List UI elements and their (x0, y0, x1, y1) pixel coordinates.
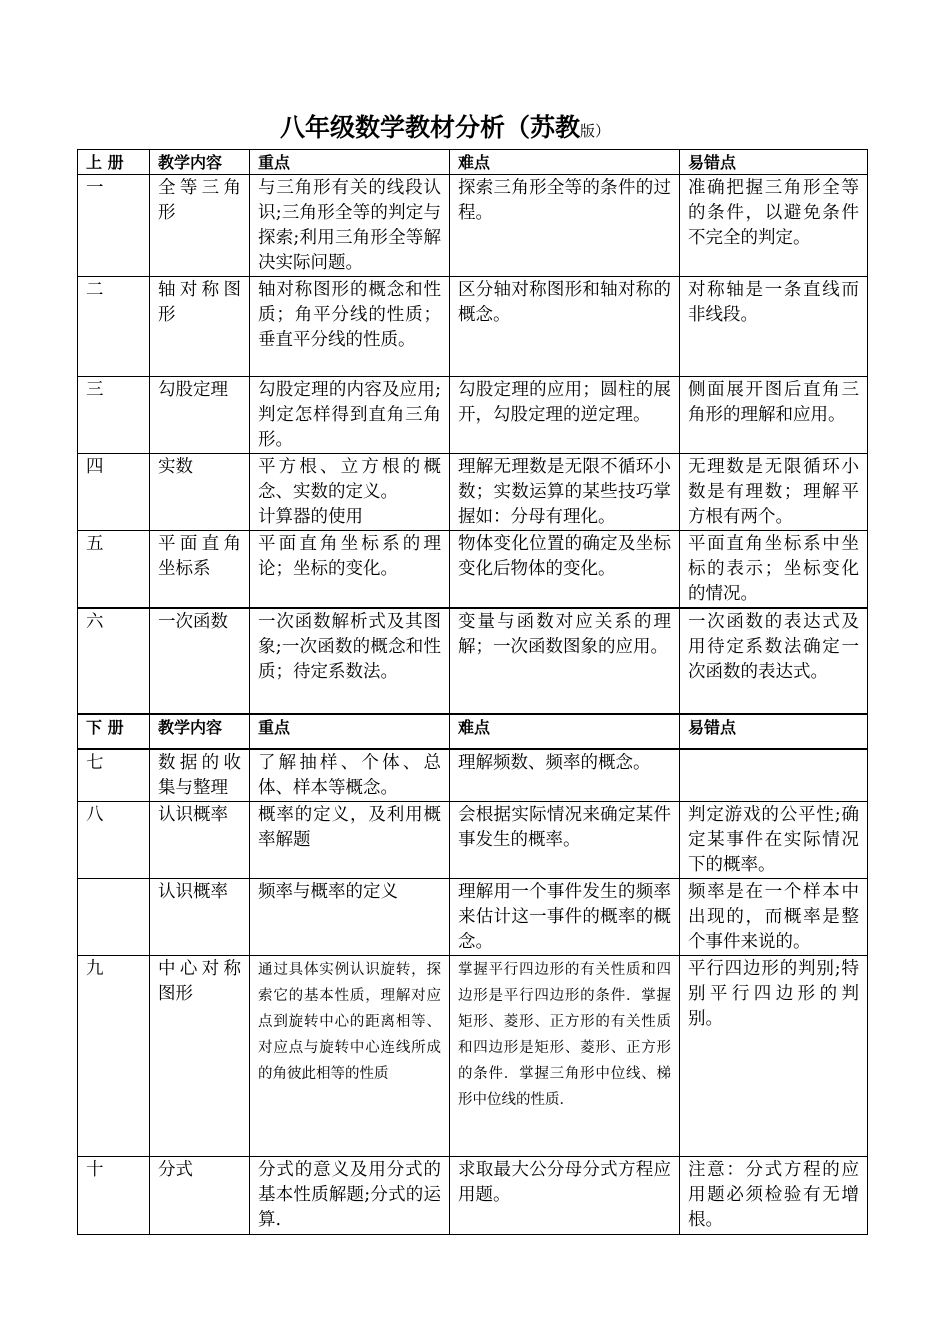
table-row (78, 608, 868, 714)
chapter-cell: 一 (78, 175, 150, 277)
title-suffix: 版） (580, 122, 611, 140)
error-cell: 平行四边形的判别;特别平行四边形的判别。 (680, 956, 868, 1157)
difficulty-cell: 理解用一个事件发生的频率来估计这一事件的概率的概念。 (450, 879, 680, 956)
header-row-upper (78, 150, 868, 175)
content-cell: 认识概率 (150, 802, 250, 879)
chapter-cell: 三 (78, 377, 150, 454)
key-cell: 勾股定理的内容及应用;判定怎样得到直角三角形。 (250, 377, 450, 454)
header-difficulty-upper: 难点 (450, 150, 680, 175)
chapter-cell (78, 879, 150, 956)
key-cell: 平面直角坐标系的理论；坐标的变化。 (250, 531, 450, 609)
table-row (78, 749, 868, 802)
content-cell: 平面直角坐标系 (150, 531, 250, 609)
content-cell: 实数 (150, 454, 250, 531)
table-row (78, 879, 868, 956)
error-cell: 判定游戏的公平性;确定某事件在实际情况下的概率。 (680, 802, 868, 879)
table-row (78, 377, 868, 454)
difficulty-cell: 探索三角形全等的条件的过程。 (450, 175, 680, 277)
header-error-upper: 易错点 (680, 150, 868, 175)
header-difficulty-lower: 难点 (450, 714, 680, 749)
difficulty-cell: 会根据实际情况来确定某件事发生的概率。 (450, 802, 680, 879)
chapter-cell: 二 (78, 277, 150, 377)
difficulty-cell: 勾股定理的应用；圆柱的展开，勾股定理的逆定理。 (450, 377, 680, 454)
content-cell: 全等三角形 (150, 175, 250, 277)
title-main: 八年级数学教材分析（苏教 (279, 113, 580, 142)
difficulty-cell: 求取最大公分母分式方程应用题。 (450, 1157, 680, 1235)
key-cell: 轴对称图形的概念和性质；角平分线的性质；垂直平分线的性质。 (250, 277, 450, 377)
content-cell: 认识概率 (150, 879, 250, 956)
header-content-lower: 教学内容 (150, 714, 250, 749)
key-cell: 频率与概率的定义 (250, 879, 450, 956)
content-cell: 一次函数 (150, 608, 250, 714)
content-cell: 轴对称图形 (150, 277, 250, 377)
chapter-cell: 四 (78, 454, 150, 531)
header-key-lower: 重点 (250, 714, 450, 749)
key-cell: 概率的定义，及利用概率解题 (250, 802, 450, 879)
key-cell: 与三角形有关的线段认识;三角形全等的判定与探索;利用三角形全等解决实际问题。 (250, 175, 450, 277)
content-cell: 中心对称图形 (150, 956, 250, 1157)
chapter-cell: 七 (78, 749, 150, 802)
header-content-upper: 教学内容 (150, 150, 250, 175)
error-cell: 无理数是无限循环小数是有理数；理解平方根有两个。 (680, 454, 868, 531)
error-cell: 注意：分式方程的应用题必须检验有无增根。 (680, 1157, 868, 1235)
key-cell: 平方根、立方根的概念、实数的定义。 计算器的使用 (250, 454, 450, 531)
error-cell: 准确把握三角形全等的条件，以避免条件不完全的判定。 (680, 175, 868, 277)
chapter-cell: 五 (78, 531, 150, 609)
page-title (0, 108, 890, 144)
analysis-table (77, 149, 868, 1235)
error-cell (680, 749, 868, 802)
chapter-cell: 九 (78, 956, 150, 1157)
difficulty-cell: 物体变化位置的确定及坐标变化后物体的变化。 (450, 531, 680, 609)
content-cell: 分式 (150, 1157, 250, 1235)
content-cell: 勾股定理 (150, 377, 250, 454)
table-row (78, 531, 868, 609)
header-volume-upper: 上 册 (78, 150, 150, 175)
table-row (78, 175, 868, 277)
chapter-cell: 八 (78, 802, 150, 879)
error-cell: 一次函数的表达式及用待定系数法确定一次函数的表达式。 (680, 608, 868, 714)
table-row (78, 802, 868, 879)
table-row (78, 1157, 868, 1235)
table-row (78, 454, 868, 531)
key-cell: 分式的意义及用分式的基本性质解题;分式的运算. (250, 1157, 450, 1235)
difficulty-cell: 理解无理数是无限不循环小数；实数运算的某些技巧掌握如：分母有理化。 (450, 454, 680, 531)
error-cell: 平面直角坐标系中坐标的表示；坐标变化的情况。 (680, 531, 868, 609)
difficulty-cell: 掌握平行四边形的有关性质和四边形是平行四边形的条件．掌握矩形、菱形、正方形的有关性质和四边形是矩形、菱形、正方形的条件．掌握三角形中位线、梯形中位线的性质． (450, 956, 680, 1157)
key-cell: 了解抽样、个体、总体、样本等概念。 (250, 749, 450, 802)
header-key-upper: 重点 (250, 150, 450, 175)
difficulty-cell: 变量与函数对应关系的理解；一次函数图象的应用。 (450, 608, 680, 714)
key-cell: 通过具体实例认识旋转，探索它的基本性质，理解对应点到旋转中心的距离相等、对应点与旋转中心连线所成的角彼此相等的性质 (250, 956, 450, 1157)
table-row (78, 277, 868, 377)
header-volume-lower: 下 册 (78, 714, 150, 749)
header-error-lower: 易错点 (680, 714, 868, 749)
key-cell: 一次函数解析式及其图象;一次函数的概念和性质；待定系数法。 (250, 608, 450, 714)
header-row-lower (78, 714, 868, 749)
table-row (78, 956, 868, 1157)
content-cell: 数据的收集与整理 (150, 749, 250, 802)
chapter-cell: 六 (78, 608, 150, 714)
difficulty-cell: 区分轴对称图形和轴对称的概念。 (450, 277, 680, 377)
difficulty-cell: 理解频数、频率的概念。 (450, 749, 680, 802)
error-cell: 对称轴是一条直线而非线段。 (680, 277, 868, 377)
error-cell: 侧面展开图后直角三角形的理解和应用。 (680, 377, 868, 454)
error-cell: 频率是在一个样本中出现的，而概率是整个事件来说的。 (680, 879, 868, 956)
chapter-cell: 十 (78, 1157, 150, 1235)
